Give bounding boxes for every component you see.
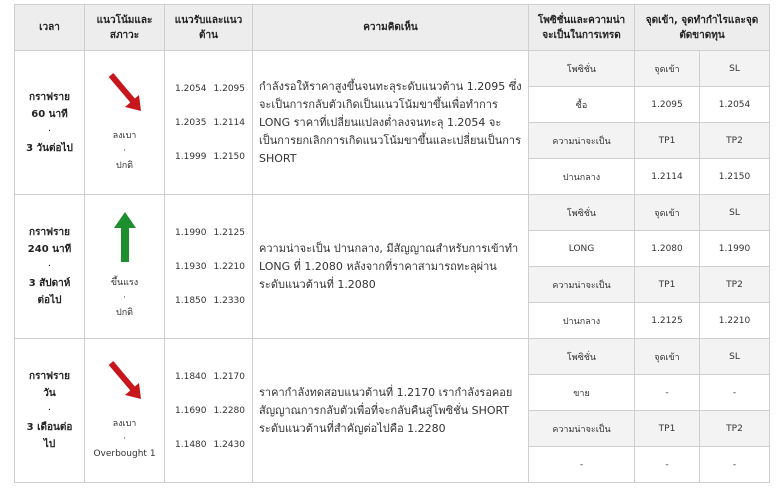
tp2-value: 1.2150 (700, 159, 770, 195)
sl-value: 1.1990 (700, 231, 770, 267)
probability-label: ความน่าจะเป็น (529, 123, 635, 159)
trend-cell (85, 339, 165, 483)
levels-cell (165, 339, 253, 483)
sl-label: SL (700, 195, 770, 231)
support-level: 1.1990 (175, 227, 207, 238)
support-level: 1.1690 (175, 405, 207, 416)
sl-value: - (700, 375, 770, 411)
header-comment: ความคิดเห็น (253, 5, 529, 51)
trend-label: ลงเบา (112, 131, 137, 141)
table-body (15, 51, 770, 483)
table-row (15, 195, 770, 231)
level-row (165, 106, 252, 140)
position-label: โพซิชั่น (529, 195, 635, 231)
position-value: LONG (529, 231, 635, 267)
entry-value: 1.2095 (635, 87, 700, 123)
trend-state: ปกติ (115, 161, 133, 171)
table-row (15, 339, 770, 375)
header-entry: จุดเข้า, จุดทำกำไรและจุดตัดขาดทุน (635, 5, 770, 51)
trend-state: ปกติ (115, 308, 133, 318)
tp2-value: - (700, 447, 770, 483)
tp1-label: TP1 (635, 411, 700, 447)
sl-value: 1.2054 (700, 87, 770, 123)
resistance-level: 1.2095 (213, 83, 245, 94)
resistance-level: 1.2150 (213, 151, 245, 162)
support-level: 1.2054 (175, 83, 207, 94)
tp1-value: - (635, 447, 700, 483)
trend-down-arrow-icon (105, 71, 145, 115)
header-position: โพซิชั่นและความน่าจะเป็นในการเทรด (529, 5, 635, 51)
timeframe-line2: 240 นาที (27, 244, 72, 255)
timeframe-line1: กราฟราย (29, 227, 70, 238)
tp1-value: 1.2125 (635, 303, 700, 339)
probability-value: ปานกลาง (529, 303, 635, 339)
level-row (165, 140, 252, 174)
resistance-level: 1.2430 (213, 439, 245, 450)
position-label: โพซิชั่น (529, 339, 635, 375)
timeframe-line3: 3 สัปดาห์ (28, 278, 71, 289)
tp2-label: TP2 (700, 411, 770, 447)
probability-value: ปานกลาง (529, 159, 635, 195)
position-value: ซื้อ (529, 87, 635, 123)
level-row (165, 216, 252, 250)
resistance-level: 1.2114 (213, 117, 245, 128)
timeframe-dot: · (47, 405, 52, 416)
level-row (165, 72, 252, 106)
resistance-level: 1.2330 (213, 295, 245, 306)
entry-label: จุดเข้า (635, 51, 700, 87)
level-row (165, 428, 252, 462)
trend-state: Overbought 1 (93, 449, 156, 459)
timeframe-line3: 3 วันต่อไป (26, 142, 73, 154)
trend-label: ขึ้นแรง (110, 278, 139, 288)
timeframe-line1: กราฟราย (29, 371, 70, 382)
resistance-level: 1.2210 (213, 261, 245, 272)
trend-dot: · (123, 434, 126, 444)
level-row (165, 360, 252, 394)
entry-label: จุดเข้า (635, 195, 700, 231)
resistance-level: 1.2170 (213, 371, 245, 382)
header-trend: แนวโน้มและสภาวะ (85, 5, 165, 51)
comment-cell: ราคากำลังทดสอบแนวต้านที่ 1.2170 เรากำลังรอคอยสัญญาณการกลับตัวเพื่อที่จะกลับคืนสู่โพซิชั่น SHORT ระดับแนวต้านที่สำคัญต่อไปคือ 1.2280 (253, 339, 529, 483)
tp2-label: TP2 (700, 123, 770, 159)
support-level: 1.1930 (175, 261, 207, 272)
trend-dot: · (123, 293, 126, 303)
support-level: 1.2035 (175, 117, 207, 128)
timeframe-line4: ไป (43, 439, 56, 450)
support-level: 1.1999 (175, 151, 207, 162)
timeframe-line3: 3 เดือนต่อ (26, 422, 73, 433)
entry-value: - (635, 375, 700, 411)
header-levels: แนวรับและแนวต้าน (165, 5, 253, 51)
trend-cell (85, 51, 165, 195)
timeframe-cell (15, 195, 85, 339)
support-level: 1.1840 (175, 371, 207, 382)
trend-down-arrow-icon (105, 359, 145, 403)
probability-label: ความน่าจะเป็น (529, 411, 635, 447)
support-level: 1.1850 (175, 295, 207, 306)
sl-label: SL (700, 339, 770, 375)
trend-label: ลงเบา (112, 419, 137, 429)
entry-label: จุดเข้า (635, 339, 700, 375)
comment-cell: ความน่าจะเป็น ปานกลาง, มีสัญญาณสำหรับการเข้าทำ LONG ที่ 1.2080 หลังจากที่ราคาสามารถทะลุผ่านระดับแนวต้านที่ 1.2080 (253, 195, 529, 339)
position-value: ขาย (529, 375, 635, 411)
timeframe-line4: ต่อไป (37, 295, 62, 306)
comment-cell: กำลังรอให้ราคาสูงขึ้นจนทะลุระดับแนวต้าน 1.2095 ซึ่งจะเป็นการกลับตัวเกิดเป็นแนวโน้มขาขึ้นเพื่อทำการ LONG ราคาที่เปลี่ยนแปลงต่ำลงจนทะลุ 1.2054 จะเป็นการยกเลิกการเกิดแนวโน้มขาขึ้นและเปลี่ยนเป็นการ SHORT (253, 51, 529, 195)
trend-up-arrow-icon (114, 212, 136, 262)
timeframe-cell (15, 51, 85, 195)
tp1-label: TP1 (635, 267, 700, 303)
resistance-level: 1.2125 (213, 227, 245, 238)
probability-label: ความน่าจะเป็น (529, 267, 635, 303)
forecast-table (14, 4, 770, 483)
tp2-label: TP2 (700, 267, 770, 303)
level-row (165, 250, 252, 284)
tp1-label: TP1 (635, 123, 700, 159)
position-label: โพซิชั่น (529, 51, 635, 87)
timeframe-dot: · (47, 125, 52, 137)
header-time: เวลา (15, 5, 85, 51)
level-row (165, 394, 252, 428)
table-row (15, 51, 770, 87)
entry-value: 1.2080 (635, 231, 700, 267)
probability-value: - (529, 447, 635, 483)
sl-label: SL (700, 51, 770, 87)
level-row (165, 284, 252, 318)
timeframe-line1: กราฟราย (29, 91, 70, 103)
levels-cell (165, 51, 253, 195)
tp1-value: 1.2114 (635, 159, 700, 195)
tp2-value: 1.2210 (700, 303, 770, 339)
trend-dot: · (123, 146, 126, 156)
timeframe-dot: · (47, 261, 52, 272)
support-level: 1.1480 (175, 439, 207, 450)
timeframe-line2: 60 นาที (31, 108, 68, 120)
header-row (15, 5, 770, 51)
resistance-level: 1.2280 (213, 405, 245, 416)
levels-cell (165, 195, 253, 339)
timeframe-cell (15, 339, 85, 483)
timeframe-line2: วัน (43, 388, 56, 399)
trend-cell (85, 195, 165, 339)
